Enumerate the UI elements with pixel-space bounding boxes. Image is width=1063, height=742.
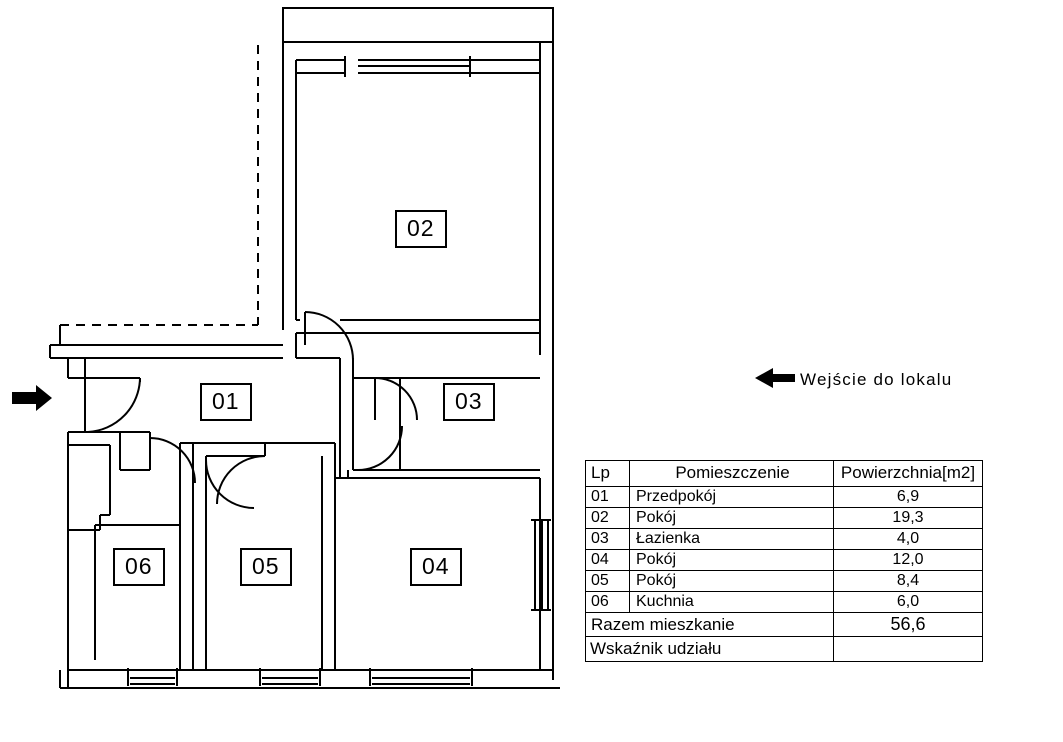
header-lp: Lp bbox=[586, 461, 630, 487]
cell-lp: 01 bbox=[586, 487, 630, 508]
table-row bbox=[586, 592, 983, 613]
cell-lp: 06 bbox=[586, 592, 630, 613]
room-label-03: 03 bbox=[443, 383, 495, 421]
cell-area: 4,0 bbox=[834, 529, 983, 550]
cell-area: 8,4 bbox=[834, 571, 983, 592]
table-row bbox=[586, 529, 983, 550]
room-label-04: 04 bbox=[410, 548, 462, 586]
cell-room: Pokój bbox=[630, 550, 834, 571]
table-row bbox=[586, 571, 983, 592]
room-label-06: 06 bbox=[113, 548, 165, 586]
header-room: Pomieszczenie bbox=[630, 461, 834, 487]
table-row bbox=[586, 508, 983, 529]
entrance-legend-label: Wejście do lokalu bbox=[800, 370, 953, 389]
cell-room: Łazienka bbox=[630, 529, 834, 550]
cell-room: Przedpokój bbox=[630, 487, 834, 508]
cell-room: Kuchnia bbox=[630, 592, 834, 613]
cell-area: 19,3 bbox=[834, 508, 983, 529]
cell-lp: 04 bbox=[586, 550, 630, 571]
cell-area: 12,0 bbox=[834, 550, 983, 571]
area-table bbox=[585, 460, 983, 662]
cell-lp: 05 bbox=[586, 571, 630, 592]
cell-area: 6,9 bbox=[834, 487, 983, 508]
room-label-01: 01 bbox=[200, 383, 252, 421]
header-area: Powierzchnia[m2] bbox=[834, 461, 983, 487]
cell-room: Pokój bbox=[630, 508, 834, 529]
table-header-row bbox=[586, 461, 983, 487]
table-row bbox=[586, 550, 983, 571]
table-row-indicator bbox=[586, 637, 983, 662]
room-label-02: 02 bbox=[395, 210, 447, 248]
entrance-arrow-icon bbox=[12, 385, 52, 411]
total-label: Razem mieszkanie bbox=[586, 613, 834, 637]
cell-area: 6,0 bbox=[834, 592, 983, 613]
table-row bbox=[586, 487, 983, 508]
indicator-value bbox=[834, 637, 983, 662]
cell-lp: 02 bbox=[586, 508, 630, 529]
legend-arrow-icon bbox=[755, 368, 795, 388]
total-value: 56,6 bbox=[834, 613, 983, 637]
indicator-label: Wskaźnik udziału bbox=[586, 637, 834, 662]
cell-room: Pokój bbox=[630, 571, 834, 592]
room-label-05: 05 bbox=[240, 548, 292, 586]
table-row-total bbox=[586, 613, 983, 637]
cell-lp: 03 bbox=[586, 529, 630, 550]
